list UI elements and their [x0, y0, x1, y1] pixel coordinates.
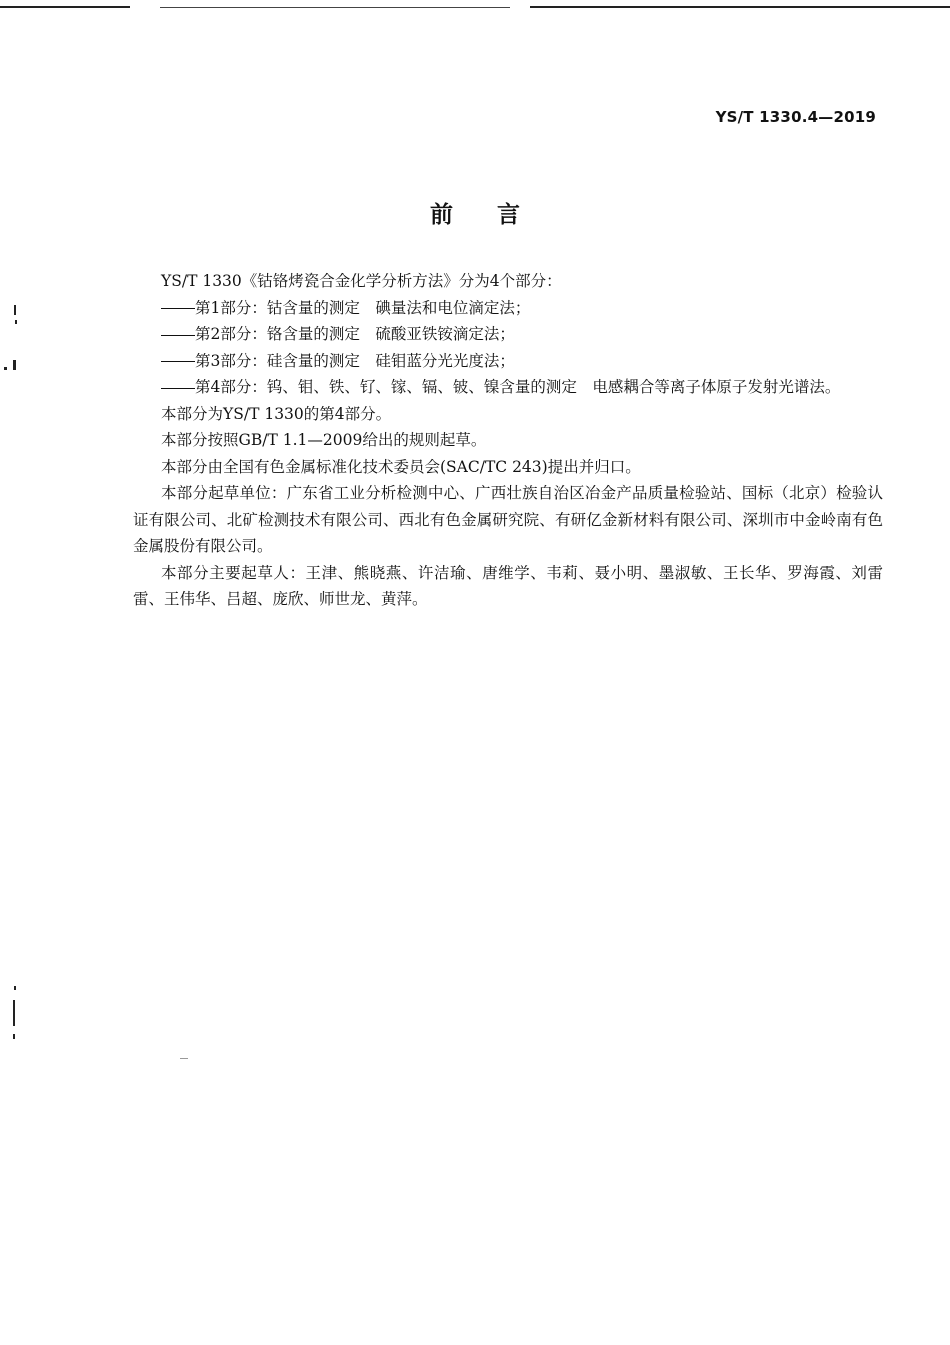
top-rule-middle — [160, 7, 510, 8]
top-rule-left — [0, 6, 130, 8]
part-list-item-text: 第4部分：钨、钼、铁、钌、镓、镉、铍、镍含量的测定 电感耦合等离子体原子发射光谱法。 — [195, 378, 841, 396]
top-rule-right — [530, 6, 950, 8]
proposer-paragraph: 本部分由全国有色金属标准化技术委员会(SAC/TC 243)提出并归口。 — [161, 457, 641, 476]
scan-artifact — [4, 367, 7, 370]
dash-mark — [161, 308, 195, 309]
scan-artifact — [14, 986, 16, 990]
dash-mark — [161, 388, 195, 389]
part-list-item — [133, 374, 883, 401]
dash-mark — [161, 335, 195, 336]
part-statement-paragraph: 本部分为YS/T 1330的第4部分。 — [161, 404, 392, 423]
scan-artifact — [14, 305, 16, 315]
part-list-item-text: 第1部分：钴含量的测定 碘量法和电位滴定法； — [195, 298, 531, 317]
scan-artifact — [180, 1058, 188, 1059]
page-title: 前言 — [430, 202, 564, 228]
scan-artifact — [15, 320, 17, 324]
dash-mark — [161, 361, 195, 362]
scan-artifact — [13, 1000, 15, 1026]
part-list-item-text: 第2部分：铬含量的测定 硫酸亚铁铵滴定法； — [195, 325, 515, 343]
part-list-item — [133, 348, 883, 375]
part-list-item — [133, 295, 883, 322]
scan-artifact — [13, 360, 16, 370]
intro-paragraph: YS/T 1330《钴铬烤瓷合金化学分析方法》分为4个部分： — [161, 272, 562, 290]
drafting-units-paragraph: 本部分起草单位：广东省工业分析检测中心、广西壮族自治区冶金产品质量检验站、国标（北京）检验认证有限公司、北矿检测技术有限公司、西北有色金属研究院、有研亿金新材料有限公司、深圳市中金岭南有色金属股份有限公司。 — [133, 484, 883, 555]
part-list-item-text: 第3部分：硅含量的测定 硅钼蓝分光光度法； — [195, 351, 515, 370]
document-number: YS/T 1330.4—2019 — [715, 108, 876, 126]
rules-paragraph: 本部分按照GB/T 1.1—2009给出的规则起草。 — [161, 431, 487, 449]
part-list-item — [133, 321, 883, 348]
scan-artifact — [13, 1034, 15, 1039]
foreword-body — [133, 268, 883, 613]
drafters-paragraph: 本部分主要起草人：王津、熊晓燕、许洁瑜、唐维学、韦莉、聂小明、墨淑敏、王长华、罗海霞、刘雷雷、王伟华、吕超、庞欣、师世龙、黄萍。 — [133, 563, 883, 608]
